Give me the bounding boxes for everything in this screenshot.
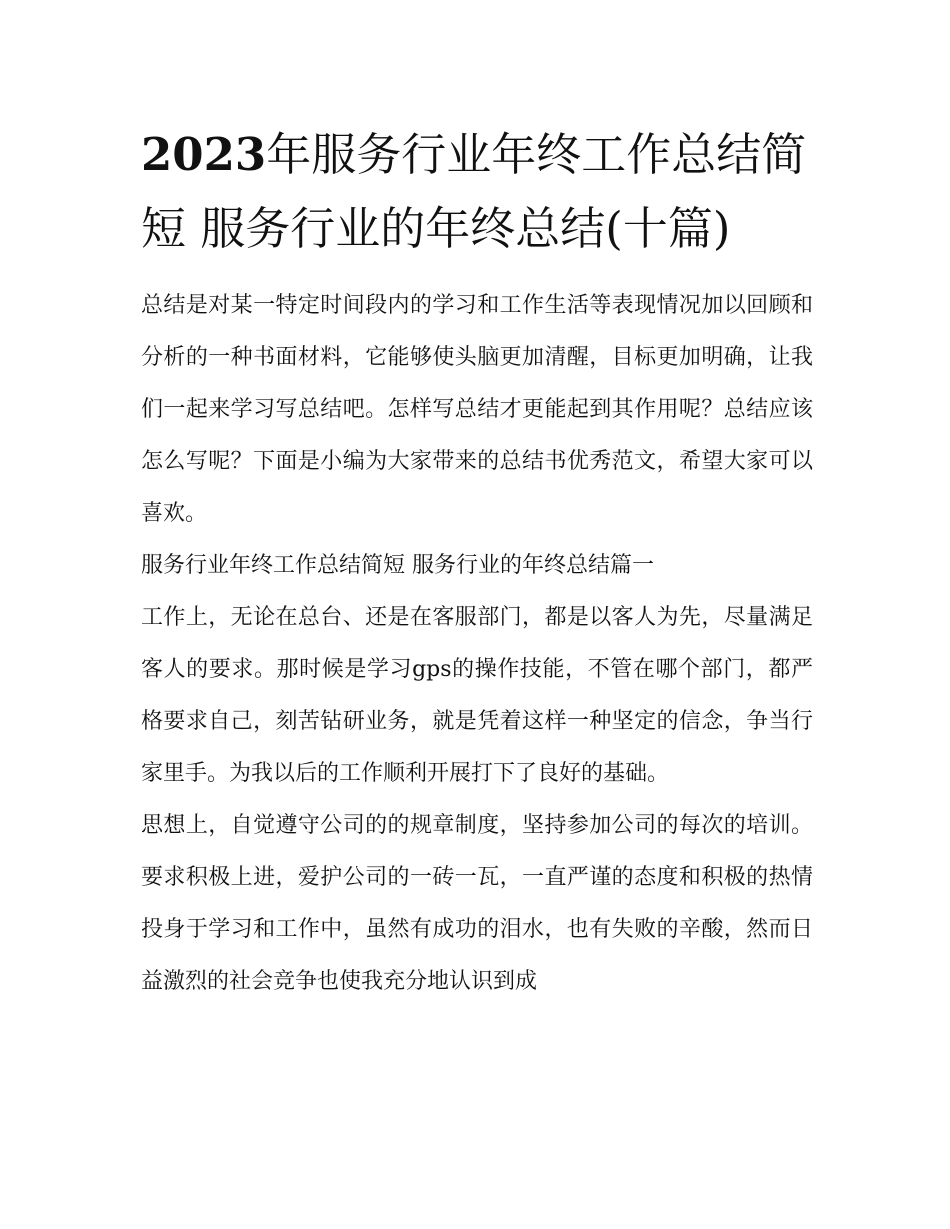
document-page <box>141 118 813 1008</box>
title-year: 2023 <box>141 128 267 181</box>
section-heading: 服务行业年终工作总结简短 服务行业的年终总结篇一 <box>141 553 654 578</box>
intro-paragraph: 总结是对某一特定时间段内的学习和工作生活等表现情况加以回顾和分析的一种书面材料，它能够使头脑更加清醒，目标更加明确，让我们一起来学习写总结吧。怎样写总结才更能起到其作用呢？总结应该怎么写呢？下面是小编为大家带来的总结书优秀范文，希望大家可以喜欢。 <box>141 293 813 526</box>
body-paragraph-2: 思想上，自觉遵守公司的的规章制度，坚持参加公司的每次的培训。要求积极上进，爱护公司的一砖一瓦，一直严谨的态度和积极的热情投身于学习和工作中，虽然有成功的泪水，也有失败的辛酸，然而日益激烈的社会竞争也使我充分地认识到成 <box>141 813 813 994</box>
title-text: 年服务行业年终工作总结简短 服务行业的年终总结(十篇) <box>141 128 807 255</box>
document-title <box>141 118 813 266</box>
body-paragraph-1: 工作上，无论在总台、还是在客服部门，都是以客人为先，尽量满足客人的要求。那时候是学习gps的操作技能，不管在哪个部门，都严格要求自己，刻苦钻研业务，就是凭着这样一种坚定的信念，争当行家里手。为我以后的工作顺利开展打下了良好的基础。 <box>141 605 813 786</box>
